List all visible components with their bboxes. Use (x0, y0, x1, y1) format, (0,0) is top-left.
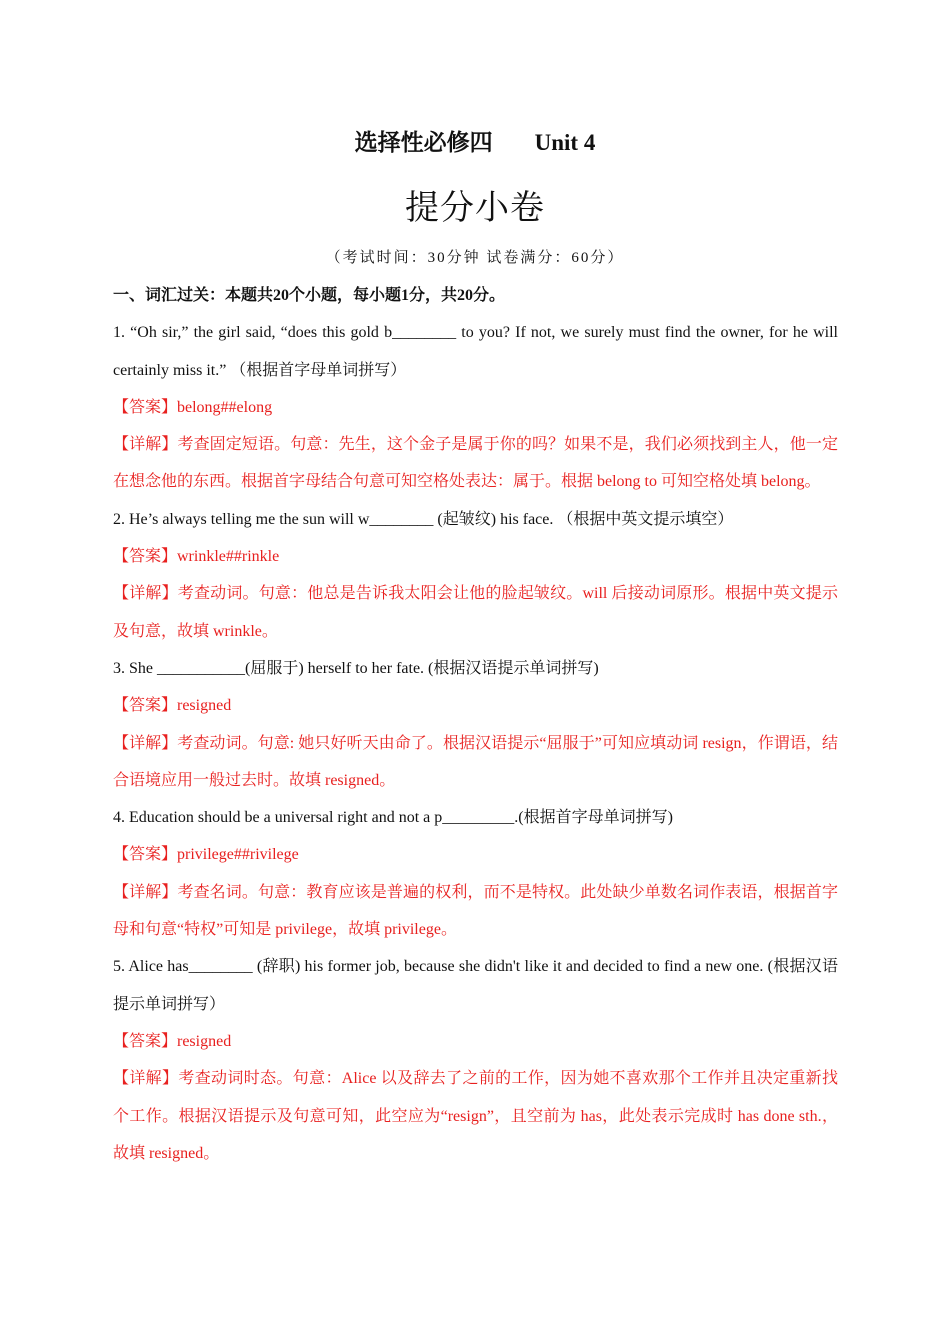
exam-info: （考试时间：30分钟 试卷满分：60分） (325, 250, 625, 266)
section-heading: 一、词汇过关：本题共20个小题，每小题1分，共20分。 (113, 287, 506, 304)
answer-line: 【答案】wrinkle##rinkle (113, 548, 280, 566)
question-text: 1. “Oh sir,” the girl said, “does this gold b________ to you? If not, we surely must find the owner, for he will certainly miss it.” （根据首字母单词拼写） (113, 324, 838, 379)
question-text: 4. Education should be a universal right and not a p_________.(根据首字母单词拼写) (113, 809, 673, 827)
explanation-text: 【详解】考查动词时态。句意：Alice 以及辞去了之前的工作，因为她不喜欢那个工作并且决定重新找个工作。根据汉语提示及句意可知，此空应为“resign”，且空前为 has，此处表示完成时 has done sth.，故填 resigned。 (113, 1070, 838, 1162)
explanation-text: 【详解】考查名词。句意：教育应该是普遍的权利，而不是特权。此处缺少单数名词作表语，根据首字母和句意“特权”可知是 privilege，故填 privilege。 (113, 883, 838, 939)
question-section (113, 277, 838, 1172)
explanation-text: 【详解】考查动词。句意: 她只好听天由命了。根据汉语提示“屈服于”可知应填动词 resign，作谓语，结合语境应用一般过去时。故填 resigned。 (113, 734, 838, 789)
answer-line: 【答案】resigned (113, 697, 232, 715)
explanation-text: 【详解】考查固定短语。句意：先生，这个金子是属于你的吗？如果不是，我们必须找到主人，他一定在想念他的东西。根据首字母结合句意可知空格处表达：属于。根据 belong to 可知空格处填 belong。 (113, 436, 838, 491)
answer-line: 【答案】privilege##rivilege (113, 846, 299, 864)
question-text: 2. He’s always telling me the sun will w________ (起皱纹) his face. （根据中英文提示填空） (113, 510, 734, 528)
question-text: 3. She ___________(屈服于) herself to her fate. (根据汉语提示单词拼写) (113, 659, 599, 677)
course-name: 选择性必修四 (354, 130, 493, 155)
unit-name: Unit 4 (534, 130, 596, 155)
document-title (0, 124, 950, 157)
answer-line: 【答案】resigned (113, 1032, 232, 1050)
explanation-text: 【详解】考查动词。句意：他总是告诉我太阳会让他的脸起皱纹。will 后接动词原形。根据中英文提示及句意，故填 wrinkle。 (113, 585, 838, 640)
question-text: 5. Alice has________ (辞职) his former job, because she didn't like it and decided to find a new one. (根据汉语提示单词拼写） (113, 958, 838, 1013)
answer-line: 【答案】belong##elong (113, 398, 273, 416)
document-subtitle: 提分小卷 (405, 188, 545, 228)
